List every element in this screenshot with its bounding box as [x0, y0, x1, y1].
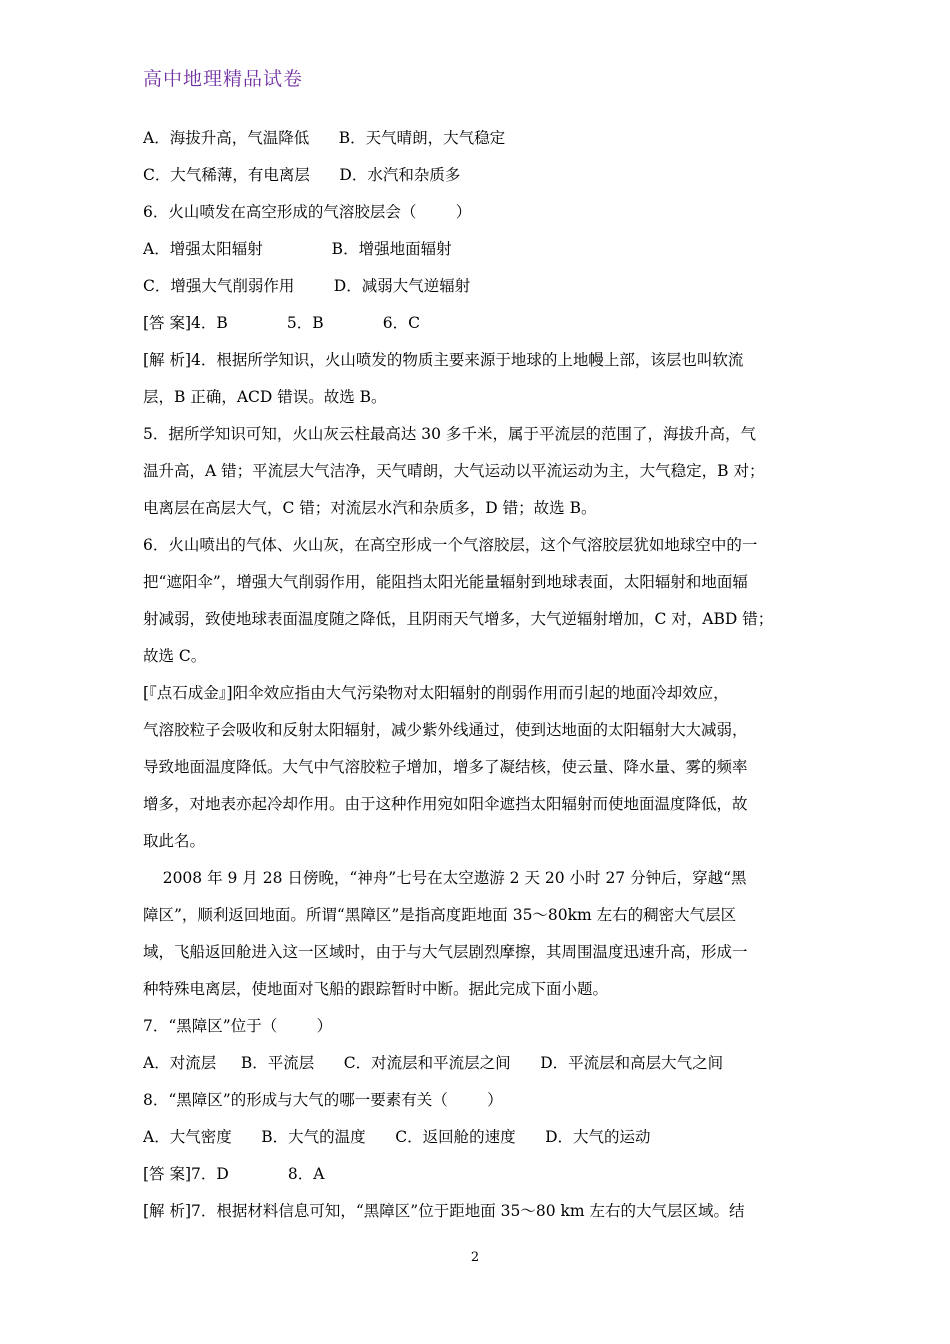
document-body: [143, 120, 811, 1230]
text-line: C．大气稀薄，有电离层 D．水汽和杂质多: [143, 166, 461, 184]
text-line: 5．据所学知识可知，火山灰云柱最高达 30 多千米，属于平流层的范围了，海拔升高，气: [143, 425, 756, 443]
text-line: 温升高，A 错；平流层大气洁净，天气晴朗，大气运动以平流运动为主，大气稳定，B 对；: [143, 462, 765, 480]
text-line: A．海拔升高，气温降低 B．天气晴朗，大气稳定: [143, 129, 506, 147]
text-line: 障区”，顺利返回地面。所谓“黑障区”是指高度距地面 35～80km 左右的稠密大气层区: [143, 906, 737, 924]
text-line: 2008 年 9 月 28 日傍晚，“神舟”七号在太空遨游 2 天 20 小时 27 分钟后，穿越“黑: [143, 869, 747, 887]
text-line: 故选 C。: [143, 647, 207, 665]
text-line: [答 案]4．B 5．B 6．C: [143, 314, 420, 332]
text-line: C．增强大气削弱作用 D．减弱大气逆辐射: [143, 277, 471, 295]
page-number: 2: [470, 1250, 480, 1265]
text-line: [『点石成金』]阳伞效应指由大气污染物对太阳辐射的削弱作用而引起的地面冷却效应，: [143, 684, 729, 702]
text-line: 种特殊电离层，使地面对飞船的跟踪暂时中断。据此完成下面小题。: [143, 980, 609, 998]
text-line: 6．火山喷发在高空形成的气溶胶层会（ ）: [143, 203, 472, 221]
page-header-title: 高中地理精品试卷: [143, 68, 304, 90]
text-line: A．对流层 B．平流层 C．对流层和平流层之间 D．平流层和高层大气之间: [143, 1054, 724, 1072]
text-line: 层，B 正确，ACD 错误。故选 B。: [143, 388, 387, 406]
text-line: 增多，对地表亦起冷却作用。由于这种作用宛如阳伞遮挡太阳辐射而使地面温度降低，故: [143, 795, 748, 813]
text-line: 导致地面温度降低。大气中气溶胶粒子增加，增多了凝结核，使云量、降水量、雾的频率: [143, 758, 748, 776]
text-line: [解 析]4．根据所学知识，火山喷发的物质主要来源于地球的上地幔上部，该层也叫软流: [143, 351, 744, 369]
text-line: 8．“黑障区”的形成与大气的哪一要素有关（ ）: [143, 1091, 503, 1109]
text-line: 把“遮阳伞”，增强大气削弱作用，能阻挡太阳光能量辐射到地球表面，太阳辐射和地面辐: [143, 573, 748, 591]
text-line: 域，飞船返回舱进入这一区域时，由于与大气层剧烈摩擦，其周围温度迅速升高，形成一: [143, 943, 748, 961]
text-line: [解 析]7．根据材料信息可知，“黑障区”位于距地面 35～80 km 左右的大气层区域。结: [143, 1202, 745, 1220]
text-line: A．增强太阳辐射 B．增强地面辐射: [143, 240, 452, 258]
text-line: 6．火山喷出的气体、火山灰，在高空形成一个气溶胶层，这个气溶胶层犹如地球空中的一: [143, 536, 758, 554]
text-line: 气溶胶粒子会吸收和反射太阳辐射，减少紫外线通过，使到达地面的太阳辐射大大减弱，: [143, 721, 748, 739]
text-line: 电离层在高层大气，C 错；对流层水汽和杂质多，D 错；故选 B。: [143, 499, 597, 517]
text-line: A．大气密度 B．大气的温度 C．返回舱的速度 D．大气的运动: [143, 1128, 651, 1146]
text-line: 射减弱，致使地球表面温度随之降低，且阴雨天气增多，大气逆辐射增加，C 对，ABD 错；: [143, 610, 774, 628]
text-line: [答 案]7．D 8．A: [143, 1165, 325, 1183]
text-line: 取此名。: [143, 832, 206, 850]
text-line: 7．“黑障区”位于（ ）: [143, 1017, 333, 1035]
